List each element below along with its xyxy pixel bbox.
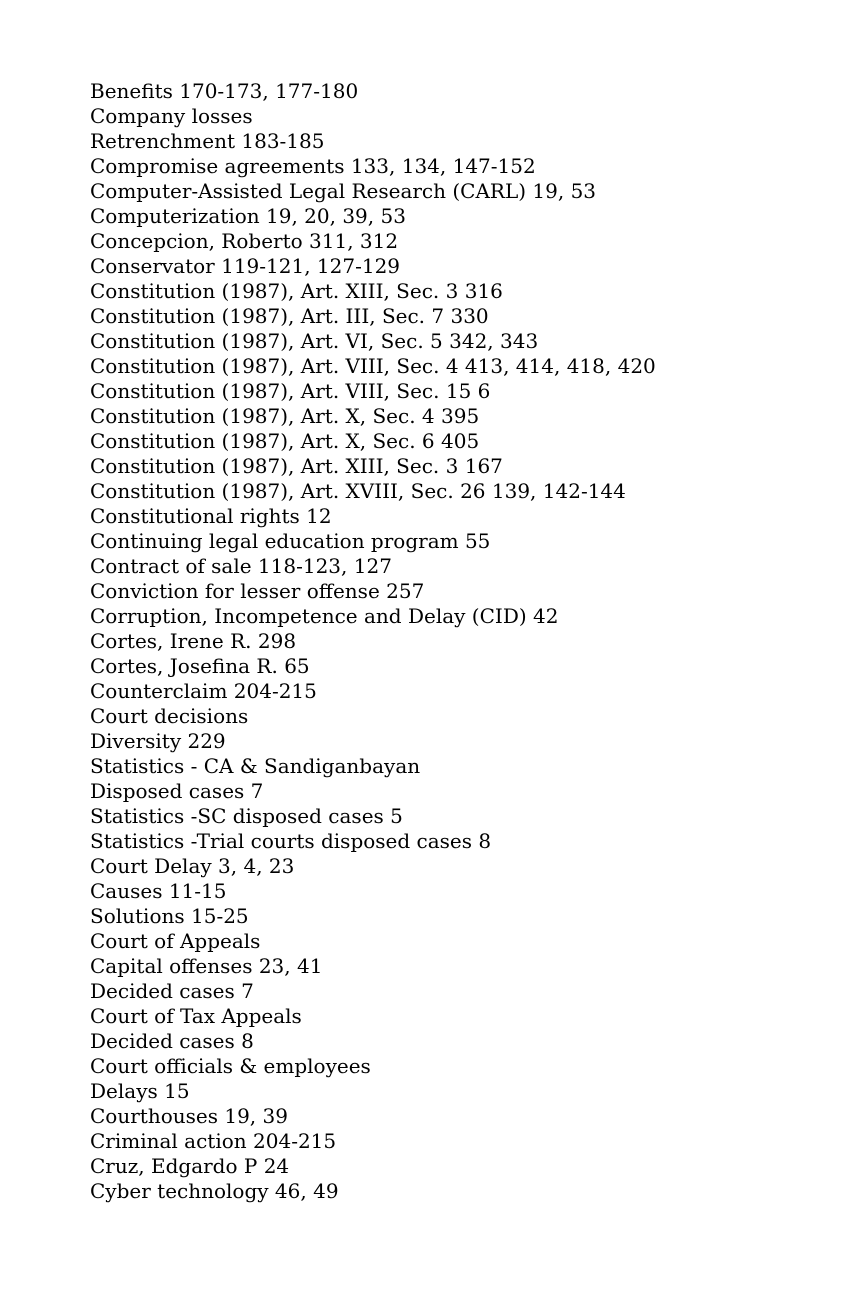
index-entry: Court of Appeals	[90, 929, 261, 953]
index-entry: Decided cases 7	[90, 979, 254, 1003]
index-list	[90, 79, 656, 1204]
index-entry: Computer-Assisted Legal Research (CARL) 19, 53	[90, 179, 597, 203]
index-entry: Constitution (1987), Art. III, Sec. 7 330	[90, 304, 489, 328]
index-entry: Delays 15	[90, 1079, 190, 1103]
index-entry: Cyber technology 46, 49	[90, 1179, 339, 1203]
index-entry: Statistics -Trial courts disposed cases 8	[90, 829, 492, 853]
index-entry: Cruz, Edgardo P 24	[90, 1154, 290, 1178]
index-entry: Corruption, Incompetence and Delay (CID) 42	[90, 604, 559, 628]
index-entry: Computerization 19, 20, 39, 53	[90, 204, 406, 228]
index-entry: Counterclaim 204-215	[90, 679, 317, 703]
index-entry: Solutions 15-25	[90, 904, 249, 928]
index-entry: Causes 11-15	[90, 879, 227, 903]
index-entry: Diversity 229	[90, 729, 226, 753]
index-entry: Constitution (1987), Art. X, Sec. 4 395	[90, 404, 480, 428]
index-entry: Disposed cases 7	[90, 779, 264, 803]
index-entry: Statistics - CA & Sandiganbayan	[90, 754, 421, 778]
index-entry: Capital offenses 23, 41	[90, 954, 323, 978]
index-entry: Court Delay 3, 4, 23	[90, 854, 295, 878]
index-entry: Constitution (1987), Art. XVIII, Sec. 26 139, 142-144	[90, 479, 626, 503]
index-entry: Constitution (1987), Art. VIII, Sec. 4 413, 414, 418, 420	[90, 354, 656, 378]
index-entry: Constitution (1987), Art. X, Sec. 6 405	[90, 429, 480, 453]
index-entry: Company losses	[90, 104, 253, 128]
index-entry: Continuing legal education program 55	[90, 529, 491, 553]
index-entry: Constitution (1987), Art. VI, Sec. 5 342, 343	[90, 329, 539, 353]
index-entry: Concepcion, Roberto 311, 312	[90, 229, 399, 253]
index-entry: Courthouses 19, 39	[90, 1104, 288, 1128]
index-entry: Constitution (1987), Art. VIII, Sec. 15 6	[90, 379, 491, 403]
index-entry: Conservator 119-121, 127-129	[90, 254, 401, 278]
index-entry: Court of Tax Appeals	[90, 1004, 302, 1028]
index-entry: Constitution (1987), Art. XIII, Sec. 3 316	[90, 279, 503, 303]
index-entry: Cortes, Irene R. 298	[90, 629, 297, 653]
index-entry: Court decisions	[90, 704, 249, 728]
index-entry: Criminal action 204-215	[90, 1129, 337, 1153]
index-entry: Constitution (1987), Art. XIII, Sec. 3 167	[90, 454, 503, 478]
index-entry: Cortes, Josefina R. 65	[90, 654, 310, 678]
index-entry: Decided cases 8	[90, 1029, 254, 1053]
index-entry: Retrenchment 183-185	[90, 129, 325, 153]
index-entry: Conviction for lesser offense 257	[90, 579, 425, 603]
index-entry: Benefits 170-173, 177-180	[90, 79, 359, 103]
index-entry: Contract of sale 118-123, 127	[90, 554, 392, 578]
index-entry: Court officials & employees	[90, 1054, 371, 1078]
index-entry: Compromise agreements 133, 134, 147-152	[90, 154, 536, 178]
index-entry: Statistics -SC disposed cases 5	[90, 804, 403, 828]
index-entry: Constitutional rights 12	[90, 504, 332, 528]
